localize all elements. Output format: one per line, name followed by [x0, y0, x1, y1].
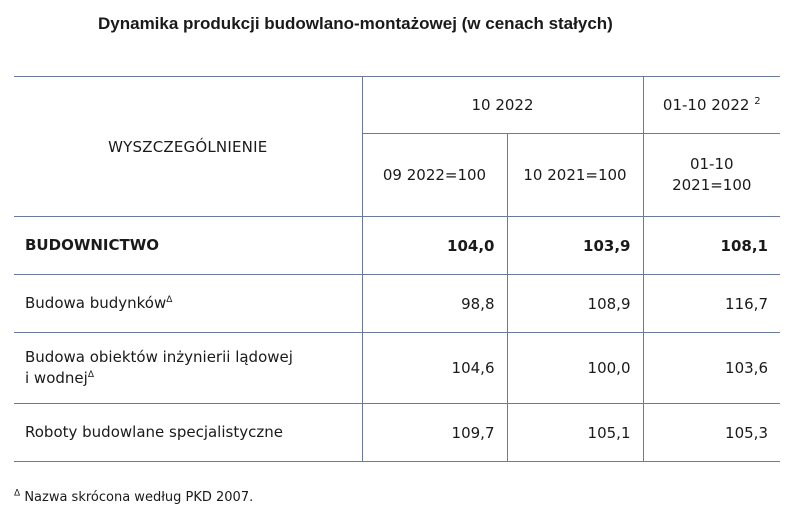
cell-value-prev-month: 104,0 [362, 217, 507, 275]
header-label-column: WYSZCZEGÓLNIENIE [14, 77, 362, 217]
cell-value-prev-month: 104,6 [362, 333, 507, 404]
header-period-cumulative-note: 2 [754, 96, 761, 107]
cell-value-prev-year-month: 105,1 [507, 404, 643, 462]
row-label-line2: i wodnej [25, 369, 88, 387]
table-row-budownictwo [14, 217, 780, 275]
cell-value-prev-year-month: 100,0 [507, 333, 643, 404]
header-base-cumulative-line1: 01-10 [689, 155, 734, 173]
row-label-cell [14, 275, 362, 333]
header-base-prev-year-month: 10 2021=100 [507, 134, 643, 217]
header-period-month: 10 2022 [362, 77, 643, 134]
row-label: Roboty budowlane specjalistyczne [14, 404, 362, 462]
cell-value-prev-year-month: 103,9 [507, 217, 643, 275]
header-base-prev-month: 09 2022=100 [362, 134, 507, 217]
footnote [14, 490, 253, 505]
row-label: Budowa budynków [25, 294, 167, 312]
cell-value-cumulative: 105,3 [643, 404, 780, 462]
header-base-cumulative-line2: 2021=100 [672, 176, 752, 194]
footnote-mark: Δ [14, 488, 21, 499]
table-title: Dynamika produkcji budowlano-montażowej (w cenach stałych) [98, 14, 613, 33]
row-label: BUDOWNICTWO [14, 217, 362, 275]
header-row-periods [14, 77, 780, 134]
cell-value-prev-year-month: 108,9 [507, 275, 643, 333]
cell-value-cumulative: 108,1 [643, 217, 780, 275]
delta-mark: Δ [87, 370, 94, 380]
cell-value-prev-month: 98,8 [362, 275, 507, 333]
row-label-line1: Budowa obiektów inżynierii lądowej [25, 348, 293, 366]
row-label-cell [14, 333, 362, 404]
header-period-cumulative [643, 77, 780, 134]
table-row-roboty [14, 404, 780, 462]
table-row-budowa-budynkow [14, 275, 780, 333]
cell-value-cumulative: 103,6 [643, 333, 780, 404]
table-row-inzynieria [14, 333, 780, 404]
header-base-cumulative [643, 134, 780, 217]
header-period-cumulative-text: 01-10 2022 [662, 96, 750, 114]
row-label-line2-wrap [25, 368, 362, 389]
delta-mark: Δ [166, 295, 173, 305]
cell-value-cumulative: 116,7 [643, 275, 780, 333]
cell-value-prev-month: 109,7 [362, 404, 507, 462]
footnote-text: Nazwa skrócona według PKD 2007. [24, 490, 254, 505]
production-dynamics-table [14, 76, 780, 462]
